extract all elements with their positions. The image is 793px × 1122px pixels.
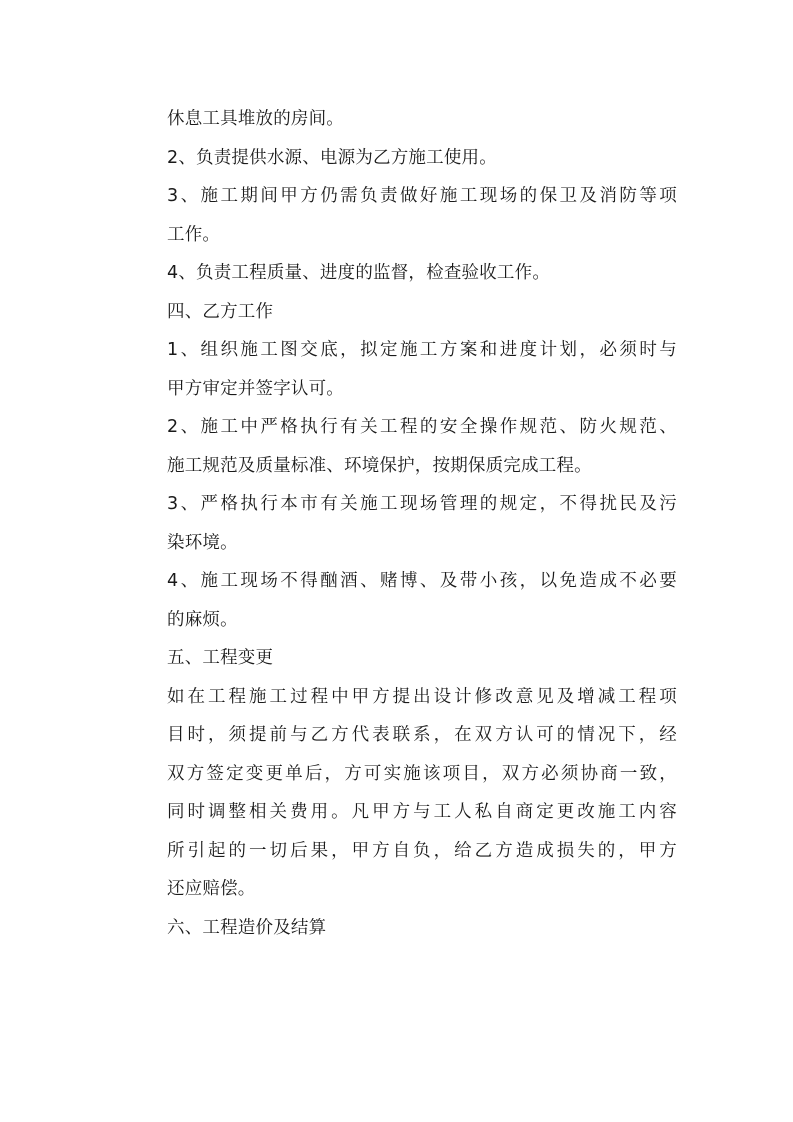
text-line: 4、施工现场不得酗酒、赌博、及带小孩，以免造成不必要 xyxy=(167,571,677,591)
text-line: 工作。 xyxy=(167,224,221,245)
text-line: 休息工具堆放的房间。 xyxy=(167,109,344,129)
section-heading: 四、乙方工作 xyxy=(167,301,274,322)
text-line: 双方签定变更单后，方可实施该项目，双方必须协商一致， xyxy=(167,763,677,784)
text-line: 2、施工中严格执行有关工程的安全操作规范、防火规范、 xyxy=(167,417,677,437)
text-line: 如在工程施工过程中甲方提出设计修改意见及增减工程项 xyxy=(167,686,677,707)
text-line: 施工规范及质量标准、环境保护，按期保质完成工程。 xyxy=(167,455,592,476)
text-line: 所引起的一切后果，甲方自负，给乙方造成损失的，甲方 xyxy=(167,840,677,861)
text-line: 2、负责提供水源、电源为乙方施工使用。 xyxy=(167,147,497,168)
text-line: 3、施工期间甲方仍需负责做好施工现场的保卫及消防等项 xyxy=(167,186,677,206)
text-line: 甲方审定并签字认可。 xyxy=(167,378,344,399)
text-line: 同时调整相关费用。凡甲方与工人私自商定更改施工内容 xyxy=(167,802,677,822)
text-line: 1、组织施工图交底，拟定施工方案和进度计划，必须时与 xyxy=(167,340,677,360)
text-line: 的麻烦。 xyxy=(167,609,238,630)
text-line: 3、严格执行本市有关施工现场管理的规定，不得扰民及污 xyxy=(167,494,677,514)
section-heading: 五、工程变更 xyxy=(167,648,274,668)
text-line: 目时，须提前与乙方代表联系，在双方认可的情况下，经 xyxy=(167,725,677,745)
document-body xyxy=(167,100,677,947)
section-heading: 六、工程造价及结算 xyxy=(167,917,327,938)
text-line: 染环境。 xyxy=(167,532,238,553)
text-line: 还应赔偿。 xyxy=(167,879,256,899)
text-line: 4、负责工程质量、进度的监督，检查验收工作。 xyxy=(167,263,551,283)
